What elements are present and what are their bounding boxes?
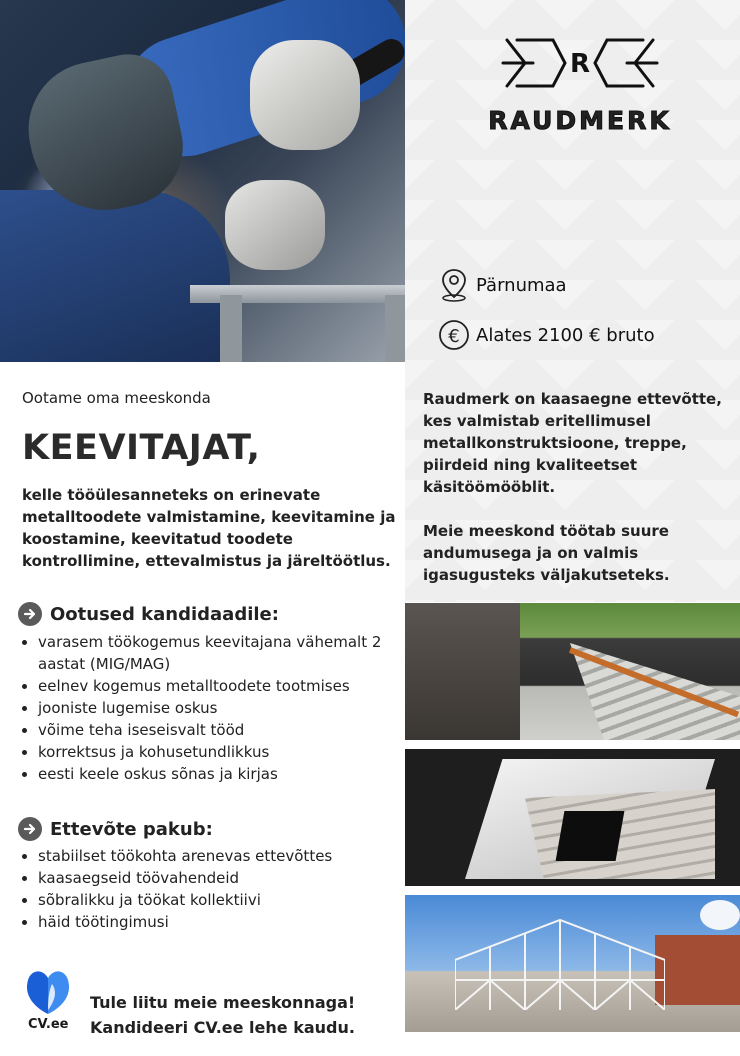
arrow-right-icon (18, 602, 42, 626)
location-row (438, 268, 567, 302)
spiral-staircase-photo (405, 749, 740, 886)
list-item: • korrektsus ja kohusetundlikkus (38, 741, 418, 763)
cv-ee-logo[interactable] (22, 966, 74, 1018)
logo-letter: R (569, 49, 591, 79)
list-item: • eesti keele oskus sõnas ja kirjas (38, 763, 418, 785)
svg-text:€: € (448, 326, 460, 347)
cta-line-2: Kandideeri CV.ee lehe kaudu. (90, 1018, 355, 1037)
list-item: • stabiilset töökohta arenevas ettevõttes (38, 845, 418, 867)
salary-text: Alates 2100 € bruto (476, 324, 655, 346)
map-pin-icon (438, 268, 470, 302)
cv-ee-label: CV.ee (28, 1017, 69, 1032)
brand-name: RAUDMERK (488, 106, 672, 135)
list-item: • võime teha iseseisvalt tööd (38, 719, 418, 741)
expectations-list (18, 631, 418, 785)
staircase-exterior-photo (405, 603, 740, 740)
salary-row (438, 318, 655, 352)
offers-heading (18, 817, 213, 841)
location-text: Pärnumaa (476, 274, 567, 296)
list-item: • kaasaegseid töövahendeid (38, 867, 418, 889)
euro-circle-icon (438, 318, 470, 352)
company-paragraph-1: Raudmerk on kaasaegne ettevõtte, kes valmistab eritellimusel metallkonstruktsioone, treppe, piirdeid ning kvaliteetset käsitöömööblit. (423, 390, 722, 496)
company-paragraph-2: Meie meeskond töötab suure andumusega ja on valmis igasugusteks väljakutseteks. (423, 522, 670, 584)
welder-photo (0, 0, 405, 362)
list-item: • sõbralikku ja töökat kollektiivi (38, 889, 418, 911)
company-description (423, 388, 728, 608)
job-title: KEEVITAJAT, (22, 428, 261, 468)
expectations-heading (18, 602, 279, 626)
list-item: • eelnev kogemus metalltoodete tootmises (38, 675, 418, 697)
offers-heading-label: Ettevõte pakub: (50, 818, 213, 840)
offers-list (18, 845, 418, 933)
arrow-right-icon (18, 817, 42, 841)
steel-frame-building-photo (405, 895, 740, 1032)
job-description: kelle tööülesanneteks on erinevate metalltoodete valmistamine, keevitamine ja koostamine, keevitatud toodete kontrollimine, ettevalmistus ja järeltöötlus. (22, 486, 396, 570)
call-to-action[interactable] (90, 990, 355, 1040)
list-item: • varasem töökogemus keevitajana vähemalt 2 aastat (MIG/MAG) (38, 631, 418, 675)
list-item: • jooniste lugemise oskus (38, 697, 418, 719)
list-item: • häid töötingimusi (38, 911, 418, 933)
expectations-heading-label: Ootused kandidaadile: (50, 603, 279, 625)
lead-text: Ootame oma meeskonda (22, 389, 211, 407)
cta-line-1: Tule liitu meie meeskonnaga! (90, 993, 356, 1012)
